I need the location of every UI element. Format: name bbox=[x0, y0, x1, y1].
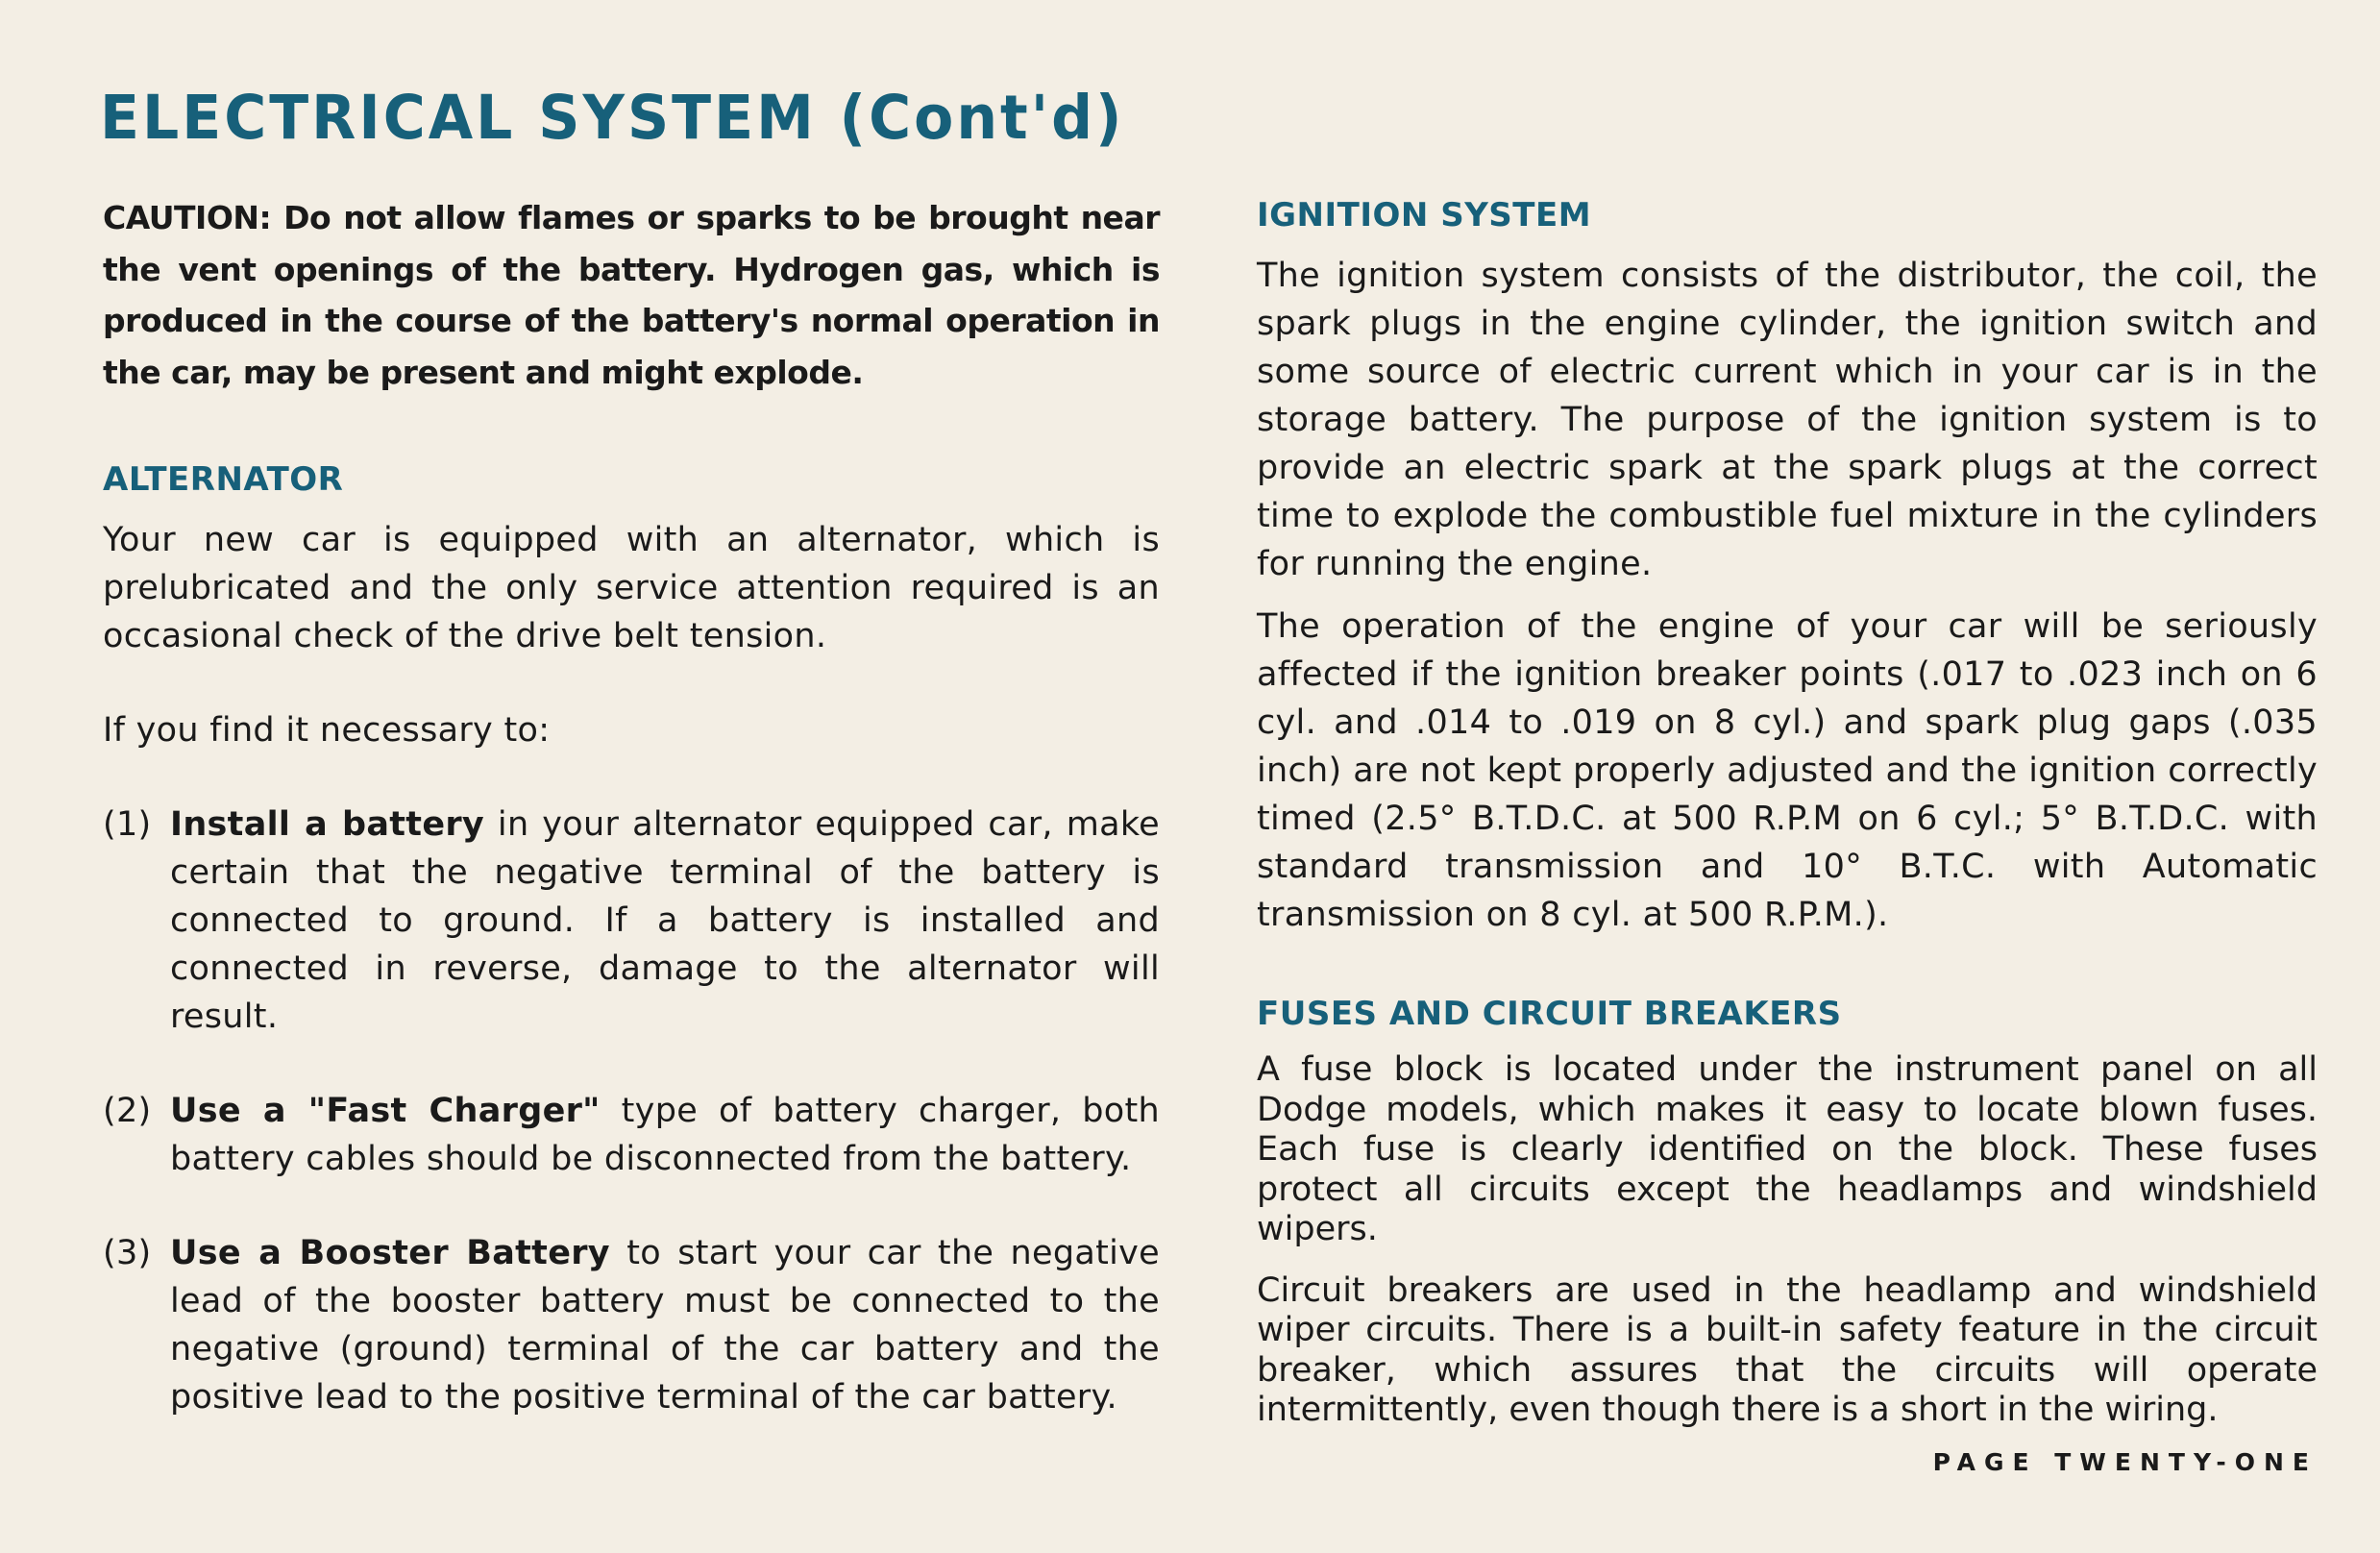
item-text: in your alternator equipped car, make certain that the negative terminal of the battery is connected to ground. If a battery is installed and connected in reverse, damage to the alternator will result. bbox=[170, 805, 1160, 1036]
item-text: type of battery charger, both battery cables should be disconnected from the battery. bbox=[170, 1092, 1160, 1178]
item-number: (1) bbox=[103, 805, 152, 844]
list-item bbox=[103, 1087, 1160, 1183]
fuses-paragraph-1: A fuse block is located under the instrument panel on all Dodge models, which makes it easy to locate blown fuses. Each fuse is clearly identified on the block. These fuses protect all circuits except the headlamps and windshield wipers. bbox=[1257, 1050, 2318, 1248]
page-title: ELECTRICAL SYSTEM (Cont'd) bbox=[100, 83, 1125, 154]
item-bold: Use a Booster Battery bbox=[170, 1234, 610, 1272]
right-column bbox=[1257, 192, 2318, 1431]
alternator-heading: ALTERNATOR bbox=[103, 460, 344, 499]
item-text: to start your car the negative lead of the booster battery must be connected to the negative (ground) terminal of the car battery and the positive lead to the positive terminal of the car battery. bbox=[170, 1234, 1161, 1417]
page-number: PAGE TWENTY-ONE bbox=[1932, 1448, 2318, 1476]
fuses-heading: FUSES AND CIRCUIT BREAKERS bbox=[1257, 995, 1842, 1033]
item-number: (2) bbox=[103, 1092, 152, 1130]
item-number: (3) bbox=[103, 1234, 152, 1272]
ignition-paragraph-2: The operation of the engine of your car will be seriously affected if the ignition breaker points (.017 to .023 inch on 6 cyl. and .014 to .019 on 8 cyl.) and spark plug gaps (.035 inch) are not kept properly adjusted and the ignition correctly timed (2.5° B.T.D.C. at 500 R.P.M on 6 cyl.; 5° B.T.D.C. with standard transmission and 10° B.T.C. with Automatic transmission on 8 cyl. at 500 R.P.M.). bbox=[1257, 607, 2318, 934]
fuses-paragraph-2: Circuit breakers are used in the headlamp and windshield wiper circuits. There is a built-in safety feature in the circuit breaker, which assures that the circuits will operate intermittently, even though there is a short in the wiring. bbox=[1257, 1270, 2318, 1429]
ignition-paragraph-1: The ignition system consists of the distributor, the coil, the spark plugs in the engine cylinder, the ignition switch and some source of electric current which in your car is in the storage battery. The purpose of the ignition system is to provide an electric spark at the spark plugs at the correct time to explode the combustible fuel mixture in the cylinders for running the engine. bbox=[1257, 257, 2318, 583]
alternator-intro: Your new car is equipped with an alternator, which is prelubricated and the only service attention required is an occasional check of the drive belt tension. bbox=[103, 521, 1160, 655]
caution-notice: CAUTION: Do not allow flames or sparks to be brought near the vent openings of the battery. Hydrogen gas, which is produced in the course of the battery's normal operation in the car, may be present and might explode. bbox=[103, 199, 1160, 391]
alternator-lead: If you find it necessary to: bbox=[103, 711, 551, 750]
list-item bbox=[103, 801, 1160, 1041]
left-column bbox=[103, 192, 1160, 1421]
item-bold: Install a battery bbox=[170, 805, 485, 844]
list-item bbox=[103, 1229, 1160, 1421]
item-bold: Use a "Fast Charger" bbox=[170, 1092, 601, 1130]
ignition-heading: IGNITION SYSTEM bbox=[1257, 196, 1592, 234]
